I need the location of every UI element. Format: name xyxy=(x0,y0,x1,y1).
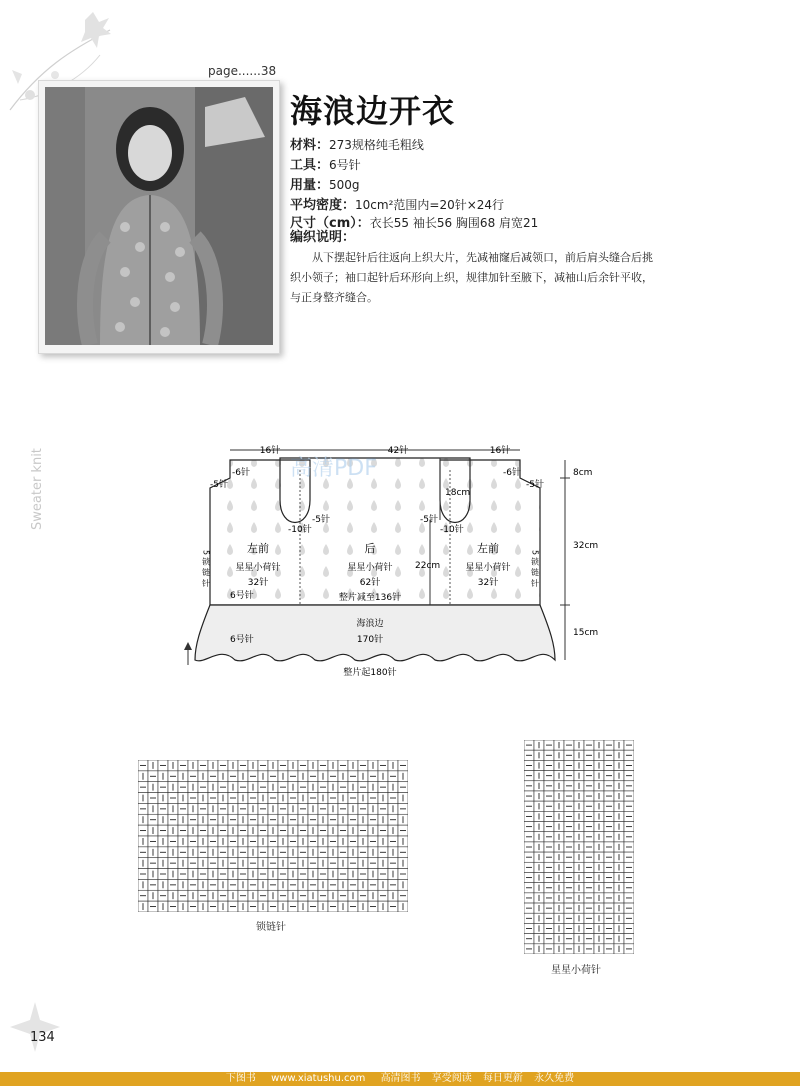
footer-slogan-4: 永久免费 xyxy=(534,1073,575,1084)
side-caption: Sweater knit xyxy=(30,448,45,530)
label-dec-6-right: -6针 xyxy=(503,468,521,478)
label-upper-height: 32cm xyxy=(573,541,599,551)
spec-density-label: 平均密度： xyxy=(290,198,356,213)
watermark: 高清PDF xyxy=(290,456,377,481)
label-armhole-height: 22cm xyxy=(415,561,441,571)
chain-stitch-chart-label: 锁链针 xyxy=(256,922,286,933)
page-number: 134 xyxy=(30,1030,55,1045)
label-shoulder-left: 16针 xyxy=(259,446,281,456)
star-lotus-stitch-chart-label: 星星小荷针 xyxy=(551,965,601,976)
page-reference: page......38 xyxy=(208,64,277,78)
photo-frame xyxy=(38,80,280,354)
label-hem-stitches: 170针 xyxy=(356,635,384,645)
spec-size-value: 衣长55 袖长56 胸围68 肩宽21 xyxy=(369,216,539,230)
pattern-title: 海浪边开衣 xyxy=(290,92,456,130)
label-dec-total: 整片减至136针 xyxy=(338,593,402,603)
label-bottom-height: 15cm xyxy=(573,628,599,638)
label-edge-left: 5 锁 链 针 xyxy=(201,550,211,587)
label-dec-10-left: -10针 xyxy=(288,525,312,535)
footer-url[interactable]: www.xiatushu.com xyxy=(271,1073,366,1084)
label-edge-right: 5 锁 链 针 xyxy=(530,550,540,587)
label-shoulder-right: 16针 xyxy=(489,446,511,456)
spec-material-label: 材料： xyxy=(290,138,330,153)
label-back: 后 xyxy=(364,542,376,555)
label-neck-depth: 18cm xyxy=(445,488,471,498)
footer-slogan-2: 享受阅读 xyxy=(431,1073,472,1084)
model-photo-illustration xyxy=(45,87,273,345)
spec-density xyxy=(290,194,504,213)
spec-usage xyxy=(290,174,360,193)
garment-schematic xyxy=(170,430,600,680)
instructions-text: 从下摆起针后往返向上织大片，先减袖窿后减领口，前后肩头缝合后挑织小领子；袖口起针后环形向上织，规律加针至腋下，减袖山后余针平收，与正身整齐缝合。 xyxy=(290,251,653,304)
label-dec-5-mid-left: -5针 xyxy=(312,515,330,525)
label-pattern-right: 星星小荷针 xyxy=(465,563,511,573)
label-dec-5-left: -5针 xyxy=(210,480,228,490)
label-needle: 6号针 xyxy=(230,591,254,601)
label-top-width: 42针 xyxy=(387,446,409,456)
label-dec-5-right: -5针 xyxy=(526,480,544,490)
chain-stitch-chart xyxy=(138,760,408,912)
label-dec-5-mid-right: -5针 xyxy=(420,515,438,525)
spec-material-value: 273规格纯毛粗线 xyxy=(329,138,424,152)
instructions-heading: 编织说明： xyxy=(290,230,356,245)
label-pattern-back: 星星小荷针 xyxy=(347,563,393,573)
spec-tools-label: 工具： xyxy=(290,158,330,173)
model-photo xyxy=(45,87,273,345)
spec-usage-value: 500g xyxy=(329,178,360,192)
label-right-front: 左前 xyxy=(477,542,499,555)
label-left-front: 左前 xyxy=(247,542,269,555)
footer-slogan-1: 高清图书 xyxy=(380,1073,421,1084)
spec-tools xyxy=(290,154,361,173)
footer-site-name: 下图书 xyxy=(225,1073,256,1084)
label-hem-name: 海浪边 xyxy=(356,619,384,629)
spec-usage-label: 用量： xyxy=(290,178,330,193)
label-needle-lower: 6号针 xyxy=(230,635,254,645)
label-cast-on: 整片起180针 xyxy=(343,668,397,678)
spec-material xyxy=(290,134,424,153)
hem-section xyxy=(195,605,555,661)
spec-density-value: 10cm²范围内=20针×24行 xyxy=(355,198,505,212)
spec-size-label: 尺寸（cm）： xyxy=(290,216,370,231)
label-right-stitches: 32针 xyxy=(477,578,499,588)
label-dec-6-left: -6针 xyxy=(232,468,250,478)
footer-slogan-3: 每日更新 xyxy=(482,1073,523,1084)
star-lotus-stitch-chart xyxy=(524,740,634,954)
label-top-offset: 8cm xyxy=(573,468,593,478)
label-left-stitches: 32针 xyxy=(247,578,269,588)
label-pattern-left: 星星小荷针 xyxy=(235,563,281,573)
label-dec-10-right: -10针 xyxy=(440,525,464,535)
spec-tools-value: 6号针 xyxy=(329,158,361,172)
footer-bar xyxy=(0,1072,800,1086)
label-back-stitches: 62针 xyxy=(359,578,381,588)
